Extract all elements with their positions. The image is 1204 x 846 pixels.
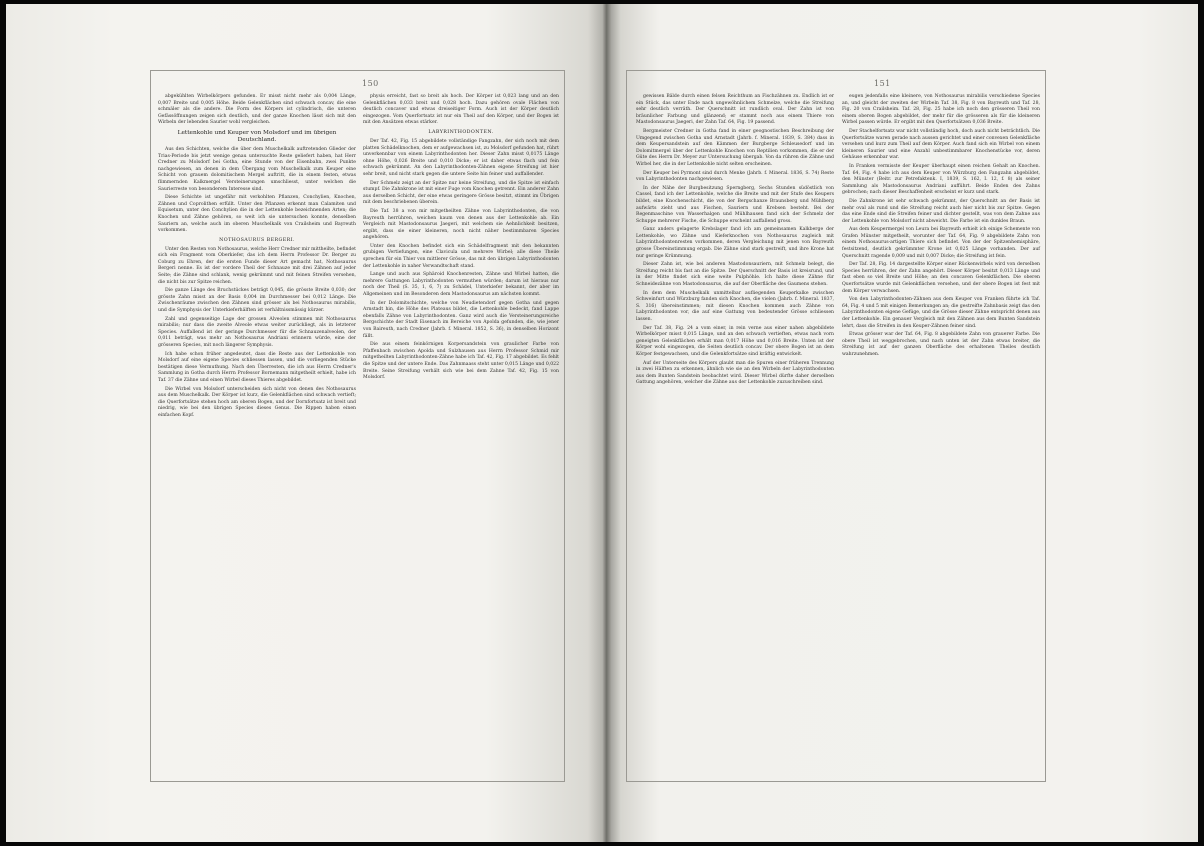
body-paragraph: Von den Labyrinthodonten-Zähnen aus dem Keuper von Franken führte ich Taf. 64, Fig. 4 und 5 mit einigen Bemerkungen an; die gestreifte Zahnbasis zeigt das den Labyrinthodonten eigene Gefüge, und die Grösse dieser Zähne entspricht denen aus der Lettenkohle. Ein genauer Vergleich mit den Zähnen aus dem Bunten Sandstein lehrt, dass die Streifen in den Keuper-Zähnen feiner sind. [842, 297, 1040, 329]
body-paragraph: Unter den Knochen befindet sich ein Schädelfragment mit den bekannten grubigen Vertiefungen, eine Clavicula und mehrere Wirbel; alle diese Theile sprechen für ein Thier von mittlerer Grösse, das mit den übrigen Labyrinthodonten der Lettenkohle in naher Verwandtschaft stand. [363, 243, 559, 269]
section-heading: NOTHOSAURUS BERGERI. [219, 237, 295, 243]
body-paragraph: Diese Schichte ist ungefähr mit verkohlten Pflanzen, Conchylien, Knochen, Zähnen und Coprolithen erfüllt. Unter den Pflanzen erkennt man Calamiten und Equisetum, unter den Conchylien die in der Lettenkohle bezeichnenden Arten; die Knochen und Zähne gehören, so weit ich sie untersuchen konnte, denselben Sauriern an, welche auch im oberen Muschelkalk von Crailsheim und Bayreuth vorkommen. [158, 195, 356, 234]
body-paragraph: Auf der Unterseite des Körpers glaubt man die Spuren einer früheren Trennung in zwei Hälften zu erkennen, ähnlich wie sie an den Wirbeln der Labyrinthodonten aus dem Bunten Sandstein beobachtet wird. Dieser Wirbel dürfte daher derselben Gattung angehören, welcher die Zähne aus der Lettenkohle zuzuschreiben sind. [636, 360, 834, 386]
body-paragraph: Unter den Resten von Nothosaurus, welche Herr Credner mir mittheilte, befindet sich ein Fragment vom Oberkiefer, das ich dem Herrn Professor Dr. Berger zu Coburg zu Ehren, der die ersten Funde dieser Art gemacht hat, Nothosaurus Bergeri nenne. Es ist der vordere Theil der Schnauze mit drei Zähnen auf jeder Seite; die Zähne sind schlank, wenig gekrümmt und mit feinen Streifen versehen, die nicht bis zur Spitze reichen. [158, 246, 356, 285]
body-paragraph: In Franken vermisste der Keuper überhaupt einen reichen Gehalt an Knochen. Taf. 64, Fig. 4 habe ich aus dem Keuper von Würzburg den Fangzahn abgebildet, den Münster (Beitr. zur Petrefaktenk. I, 1839, S. 162, I. 12, f. 8) als seiner Sammlung als Mastodonsaurus Andriani aufführt. Beide Enden des Zahns gebrochen; nach dieser Beschaffenheit erscheint er kurz und stark. [842, 163, 1040, 196]
left-page-number: 150 [362, 79, 379, 88]
section-heading: LABYRINTHODONTEN. [428, 129, 494, 135]
body-paragraph: In der Dolomitschichte, welche von Neudietendorf gegen Gotha und gegen Arnstadt hin, die Höhe des Plateaus bildet, die Lettenkohle bedeckt, fand Lappe ebenfalls Zähne von Labyrinthodonten. Ganz wird auch die Versteinerungsreiche Bergschichte der Stadt Eisenach im Bereiche von Apolda gefunden, die, wie jener von Baireuth, nach Credner (Jahrb. f. Mineral. 1852, S. 36), in denselben Horizont fällt. [363, 300, 559, 339]
body-paragraph: Der Schmelz zeigt an der Spitze nur keine Streifung, und die Spitze ist einfach stumpf. Die Zahnkrone ist mit einer Fuge vom Knochen getrennt. Ein anderer Zahn aus derselben Schicht, der eine etwas geringere Grösse besitzt, stimmt im Übrigen mit dem beschriebenen überein. [363, 180, 559, 206]
body-paragraph: Etwas grösser war der Taf. 64, Fig. 8 abgebildete Zahn von grauerer Farbe. Die obere Theil ist weggebrochen, und nach unten ist der Zahn etwas breiter, die Streifung ist auf der ganzen Oberfläche des erhaltenen Theiles deutlich wahrzunehmen. [842, 332, 1040, 357]
body-paragraph: Der Taf. 38, Fig. 24 a vom einer, in rein verne aus einer nahen abgebildete Wirbelkörper misst 0,015 Länge, und an den schwach vertieften, etwas nach vorn geneigten Gelenkflächen erhält man 0,017 Höhe und 0,016 Breite. Unten ist der Körper wohl eingezogen, die Seiten deutlich concav. Der obere Bogen ist an dem Körper festgewachsen, und die Gelenkfortsätze sind kräftig entwickelt. [636, 325, 834, 357]
body-paragraph: Die ganze Länge des Bruchstückes beträgt 0,045, die grösste Breite 0,030; der grösste Zahn misst an der Basis 0,004 im Durchmesser bei 0,012 Länge. Die Zwischenräume zwischen den Zähnen sind grösser als bei Nothosaurus mirabilis, und die Symphysis der Unterkieferhälften ist verhältnissmässig kürzer. [158, 288, 356, 314]
body-paragraph: Dieser Zahn ist, wie bei anderen Mastodonsauriern, mit Schmelz belegt, die Streifung reicht bis fast an die Spitze. Der Querschnitt der Basis ist kreisrund, und in der Mitte findet sich eine weite Pulphöhle. Ich halte diese Zähne für Schneidezähne von Mastodonsaurus, die auf der Oberfläche des Gaumens stehen. [636, 262, 834, 288]
right-page-number: 151 [874, 79, 891, 88]
body-paragraph: abgekühlten Wirbelkörpers gefunden. Er misst nicht mehr als 0,004 Länge, 0,007 Breite und 0,005 Höhe. Beide Gelenkflächen sind schwach concav, die eine schmäler als die andere. Die Form des Körpers ist cylindrisch, die unteren Gefässöffnungen zeigen sich deutlich, und der ganze Knochen lässt sich mit den Wirbeln der lebenden Saurier wohl vergleichen. [158, 94, 356, 126]
right-column-2 [842, 94, 1040, 361]
body-paragraph: Die Wirbel von Molsdorf unterscheiden sich nicht von denen des Nothosaurus aus dem Muschelkalk. Der Körper ist kurz, die Gelenkflächen sind schwach vertieft; die Querfortsätze stehen hoch am oberen Bogen, und der Dornfortsatz ist breit und niedrig, wie bei den übrigen Species dieses Genus. Die Rippen haben einen einfachen Kopf. [158, 386, 356, 418]
body-paragraph: Der Taf. 42, Fig. 15 abgebildete vollständige Fangzahn, der sich noch mit dem platten Schädelknochen, dem er aufgewachsen ist, zu Molsdorf gefunden hat, rührt unverkennbar von einem Labyrinthodonten her. Dieser Zahn misst 0,0175 Länge ohne Höhe, 0,026 Breite und 0,010 Dicke; er ist daher etwas flach und fein schwach gekrümmt. An den Labyrinthodonten-Zähnen eigene Streifung ist hier sehr breit, und nicht stark gegen die untere Seite hin feiner und auffallender. [363, 138, 559, 177]
body-paragraph: Die Zahnkrone ist sehr schwach gekrümmt, der Querschnitt an der Basis ist mehr oval als rund und die Streifung reicht auch hier nicht bis zur Spitze. Gegen das eine Ende sind die Streifen feiner und dichter gestellt, was von dem Zahne aus der Lettenkohle von Molsdorf nicht abweicht. Die Farbe ist ein dunkles Braun. [842, 198, 1040, 224]
body-paragraph: Die Taf. 38 a von mir mitgetheilten Zähne von Labyrinthodonten, die von Bayreuth herrühren, weichen kaum von denen aus der Lettenkohle ab. Ein Vergleich mit Mastodonsaurus Jaegeri, mit welchem sie Aehnlichkeit besitzen, ergibt, dass sie einer kleineren, noch nicht näher bestimmbaren Species angehören. [363, 208, 559, 241]
body-paragraph: Der Keuper bei Pyrmont sind durch Menke (Jahrb. f. Mineral. 1836, S. 74) Reste von Labyrinthodonten nachgewiesen. [636, 170, 834, 183]
body-paragraph: Ganz anders gelagerte Krebslager fand ich am gemeinsamen Kalkberge der Lettenkohle, wo Zähne und Kieferknochen von Nothosaurus zugleich mit Labyrinthodontenresten vorkommen, deren Vergleichung mit jenen von Bayreuth grosse Übereinstimmung ergab. Die Zähne sind stark gestreift, und ihre Krone hat nur geringe Krümmung. [636, 227, 834, 259]
right-column-1 [636, 94, 834, 389]
body-paragraph: Die aus einem feinkörnigen Korpersandstein von graulicher Farbe von Pfaffenbach zwischen Apolda und Sulzhausen aus Herrn Professor Schmid mir mitgetheilten Labyrinthodonten-Zähne habe ich Taf. 42, Fig. 17 abgebildet. Es fehlt die Spitze und der untere Ende. Das Zahnmaass steht unter 0,015 Länge und 0,022 Breite. Seine Streifung verhält sich wie bei dem Zahne Taf. 42, Fig. 15 von Molsdorf. [363, 342, 559, 381]
left-column-2 [363, 94, 559, 384]
body-paragraph: eugen jedenfalls eine kleinere, von Nothosaurus mirabilis verschiedene Species an, und gleicht der zweiten der Wirbeln Taf. 38, Fig. 8 von Bayreuth und Taf. 28, Fig. 20 von Crailsheim. Taf. 28, Fig. 25 habe ich noch den grösseren Theil von einem oberen Bogen abgebildet, der mehr für die grösseren als für die kleineren Wirbel passen würde. Er ergibt mit den Querfortsätzen 0,036 Breite. [842, 94, 1040, 126]
left-page [6, 4, 606, 842]
body-paragraph: Bergmeister Credner in Gotha fand in einer geognostischen Beschreibung der Umgegend zwischen Gotha und Arnstadt (Jahrb. f. Mineral. 1839, S. 384) dass in dem Keupersandstein auf den Kämmen der Burgberge Schleusedorf und im Dolomitmergel über der Lettenkohle Knochen von Reptilien vorkommen, die er der Güte des Herrn Dr. Meyer zur Untersuchung übergab. Von da rühren die Zähne und Wirbel her, die in der Lettenkohle nicht selten erscheinen. [636, 128, 834, 167]
body-paragraph: Lange und auch aus Sphäroid Knochenresten, Zähne und Wirbel hatten, die mehrere Gattungen Labyrinthodonten vermuthen würden; darum ist hieraus nur noch der Theil (S. 35, 1, 6, 7) zu Schädel, Unterkiefer bekannt, der aber im Allgemeinen und im Besonderen dem Mastodonsaurus am nächsten kommt. [363, 272, 559, 298]
book-gutter [602, 4, 611, 842]
section-heading: Lettenkohle und Keuper von Molsdorf und im übrigen Deutschland. [177, 129, 337, 143]
body-paragraph: Aus dem Keupermergel von Leura bei Bayreuth erhielt ich einige Schemente von Grafen Münster mitgetheilt, worunter der Taf. 64, Fig. 9 abgebildete Zahn von einem Nothosaurus-artigen Thiere sich befindet. Von der der Spitzenhemisphäre, festsitzend, deutlich gekrümmter Krone ist 0,025 Länge vorhanden. Der auf Querschnitt ragende 0,009 und mit 0,007 Dicke; die Streifung ist fein. [842, 227, 1040, 259]
body-paragraph: In dem dem Muschelkalk unmittelbar aufliegenden Keuperkalke zwischen Schweinfurt und Würzburg fanden sich Knochen, die vielen (Jahrb. f. Mineral. 1837, S. 316) übereinstimmen; mit diesen Knochen kommen auch Zähne von Labyrinthodonten vor, die auf eine Gattung von bedeutender Grösse schliessen lassen. [636, 290, 834, 322]
body-paragraph: Ich habe schon früher angedeutet, dass die Reste aus der Lettenkohle von Molsdorf auf eine eigene Species schliessen lassen, und die vorliegenden Stücke bestätigen diese Vermuthung. Nach den Überresten, die ich aus Herrn Credner's Sammlung in Gotha durch Herrn Professor Bornemann mitgetheilt erhielt, habe ich Taf. 37 die Zähne und einen Wirbel dieses Thieres abgebildet. [158, 351, 356, 383]
body-paragraph: Der Stachelfortsatz war nicht vollständig hoch, doch auch nicht beträchtlich. Die Querfortsätze waren gerade nach aussen gerichtet und einer convexen Gelenkfläche versehen und kurz zum Theil auf dem Körper. Auch fand sich ein Wirbel von einem kleineren Saurier und eine Anzahl unbestimmbarer Knochenstücke vor, deren Gehäuse erkennbar war. [842, 128, 1040, 161]
body-paragraph: gewissen Bälde durch einen felsen Reichthum an Fischzähnen zu. Endlich ist er ein Stück, das unter Ende nach ungewöhnlichem Schmelze, welche die Streifung sehr deutlich verräth. Der Querschnitt ist rundlich oval. Der Zahn ist von bräunlicher Farbung und glänzend; er stammt noch aus einem Thiere von Mastodonsaurus Jaegeri, der Zahn Taf. 64, Fig. 19 passend. [636, 94, 834, 126]
body-paragraph: Der Taf. 28, Fig. 14 dargestellte Körper einer Rückenwirbels wird von derselben Species herrühren, der der Zahn angehört. Dieser Körper besitzt 0,013 Länge und fast eben so viel Breite und Höhe; an den concaven Gelenkflächen. Die oberen Querfortsätze wurde mit Gelenkflächen versehen, und der obere Bogen ist fest mit dem Körper verwachsen. [842, 262, 1040, 294]
body-paragraph: Aus den Schichten, welche die über dem Muschelkalk auftretenden Glieder der Trias-Periode bis jetzt wenige genau untersuchte Reste geliefert haben, hat Herr Credner zu Molsdorf bei Gotha, eine Stunde von der Eisenbahn, zwei Punkte nachgewiesen, an denen in dem Übergang vom Muschelkalk zum Keuper eine Schicht von grauem dolomitischem Mergel auftritt, die in einem festen, etwas flimmernden Kalkmergel Versteinerungen umschliesst, unter welchen die Saurierreste von besonderem Interesse sind. [158, 146, 356, 192]
body-paragraph: Zahl und gegenseitige Lage der grossen Alveolen stimmen mit Nothosaurus mirabilis; nur dass die zweite Alveole etwas weiter zurückliegt, als in letzterer Species. Auffallend ist der geringe Durchmesser für die Schnauzenalveolen, der 0,011 beträgt, was mehr an Nothosaurus Andriani erinnern würde, eine der grösseren Species, mit noch längerer Symphysis. [158, 316, 356, 348]
right-page [606, 4, 1198, 842]
book-spread [6, 4, 1198, 842]
body-paragraph: In der Nähe der Burgbesitzung Sperngberg, Sechs Stunden südöstlich von Cassel, fand ich der Lettenkohle, welche die Breite und mit der Stufe des Keupers bildet, eine Knochenschicht, die von der Bergschanze Braunsberg und Mühlberg aufwärts zieht und aus Fischen, Sauriern und Krebsen besteht. Bei der Regenmaschine von Wasserhalgen und Mühlhausen fand sich der Schmelz der Schuppe mehrerer Fische, die Schuppe erscheint auffallend gross. [636, 185, 834, 224]
body-paragraph: physis erreicht, fast so breit als hoch. Der Körper ist 0,023 lang und an den Gelenkflächen 0,033 breit und 0,028 hoch. Dazu gehören ovale Flächen von deutlich concaver und etwas dreiseitiger Form. Auch ist der Körper deutlich eingezogen. Vom Querfortsatz ist nur ein Theil auf den Körper, und der Bogen ist mit den Ansätzen etwas stärker. [363, 94, 559, 126]
left-column-1 [158, 94, 356, 422]
